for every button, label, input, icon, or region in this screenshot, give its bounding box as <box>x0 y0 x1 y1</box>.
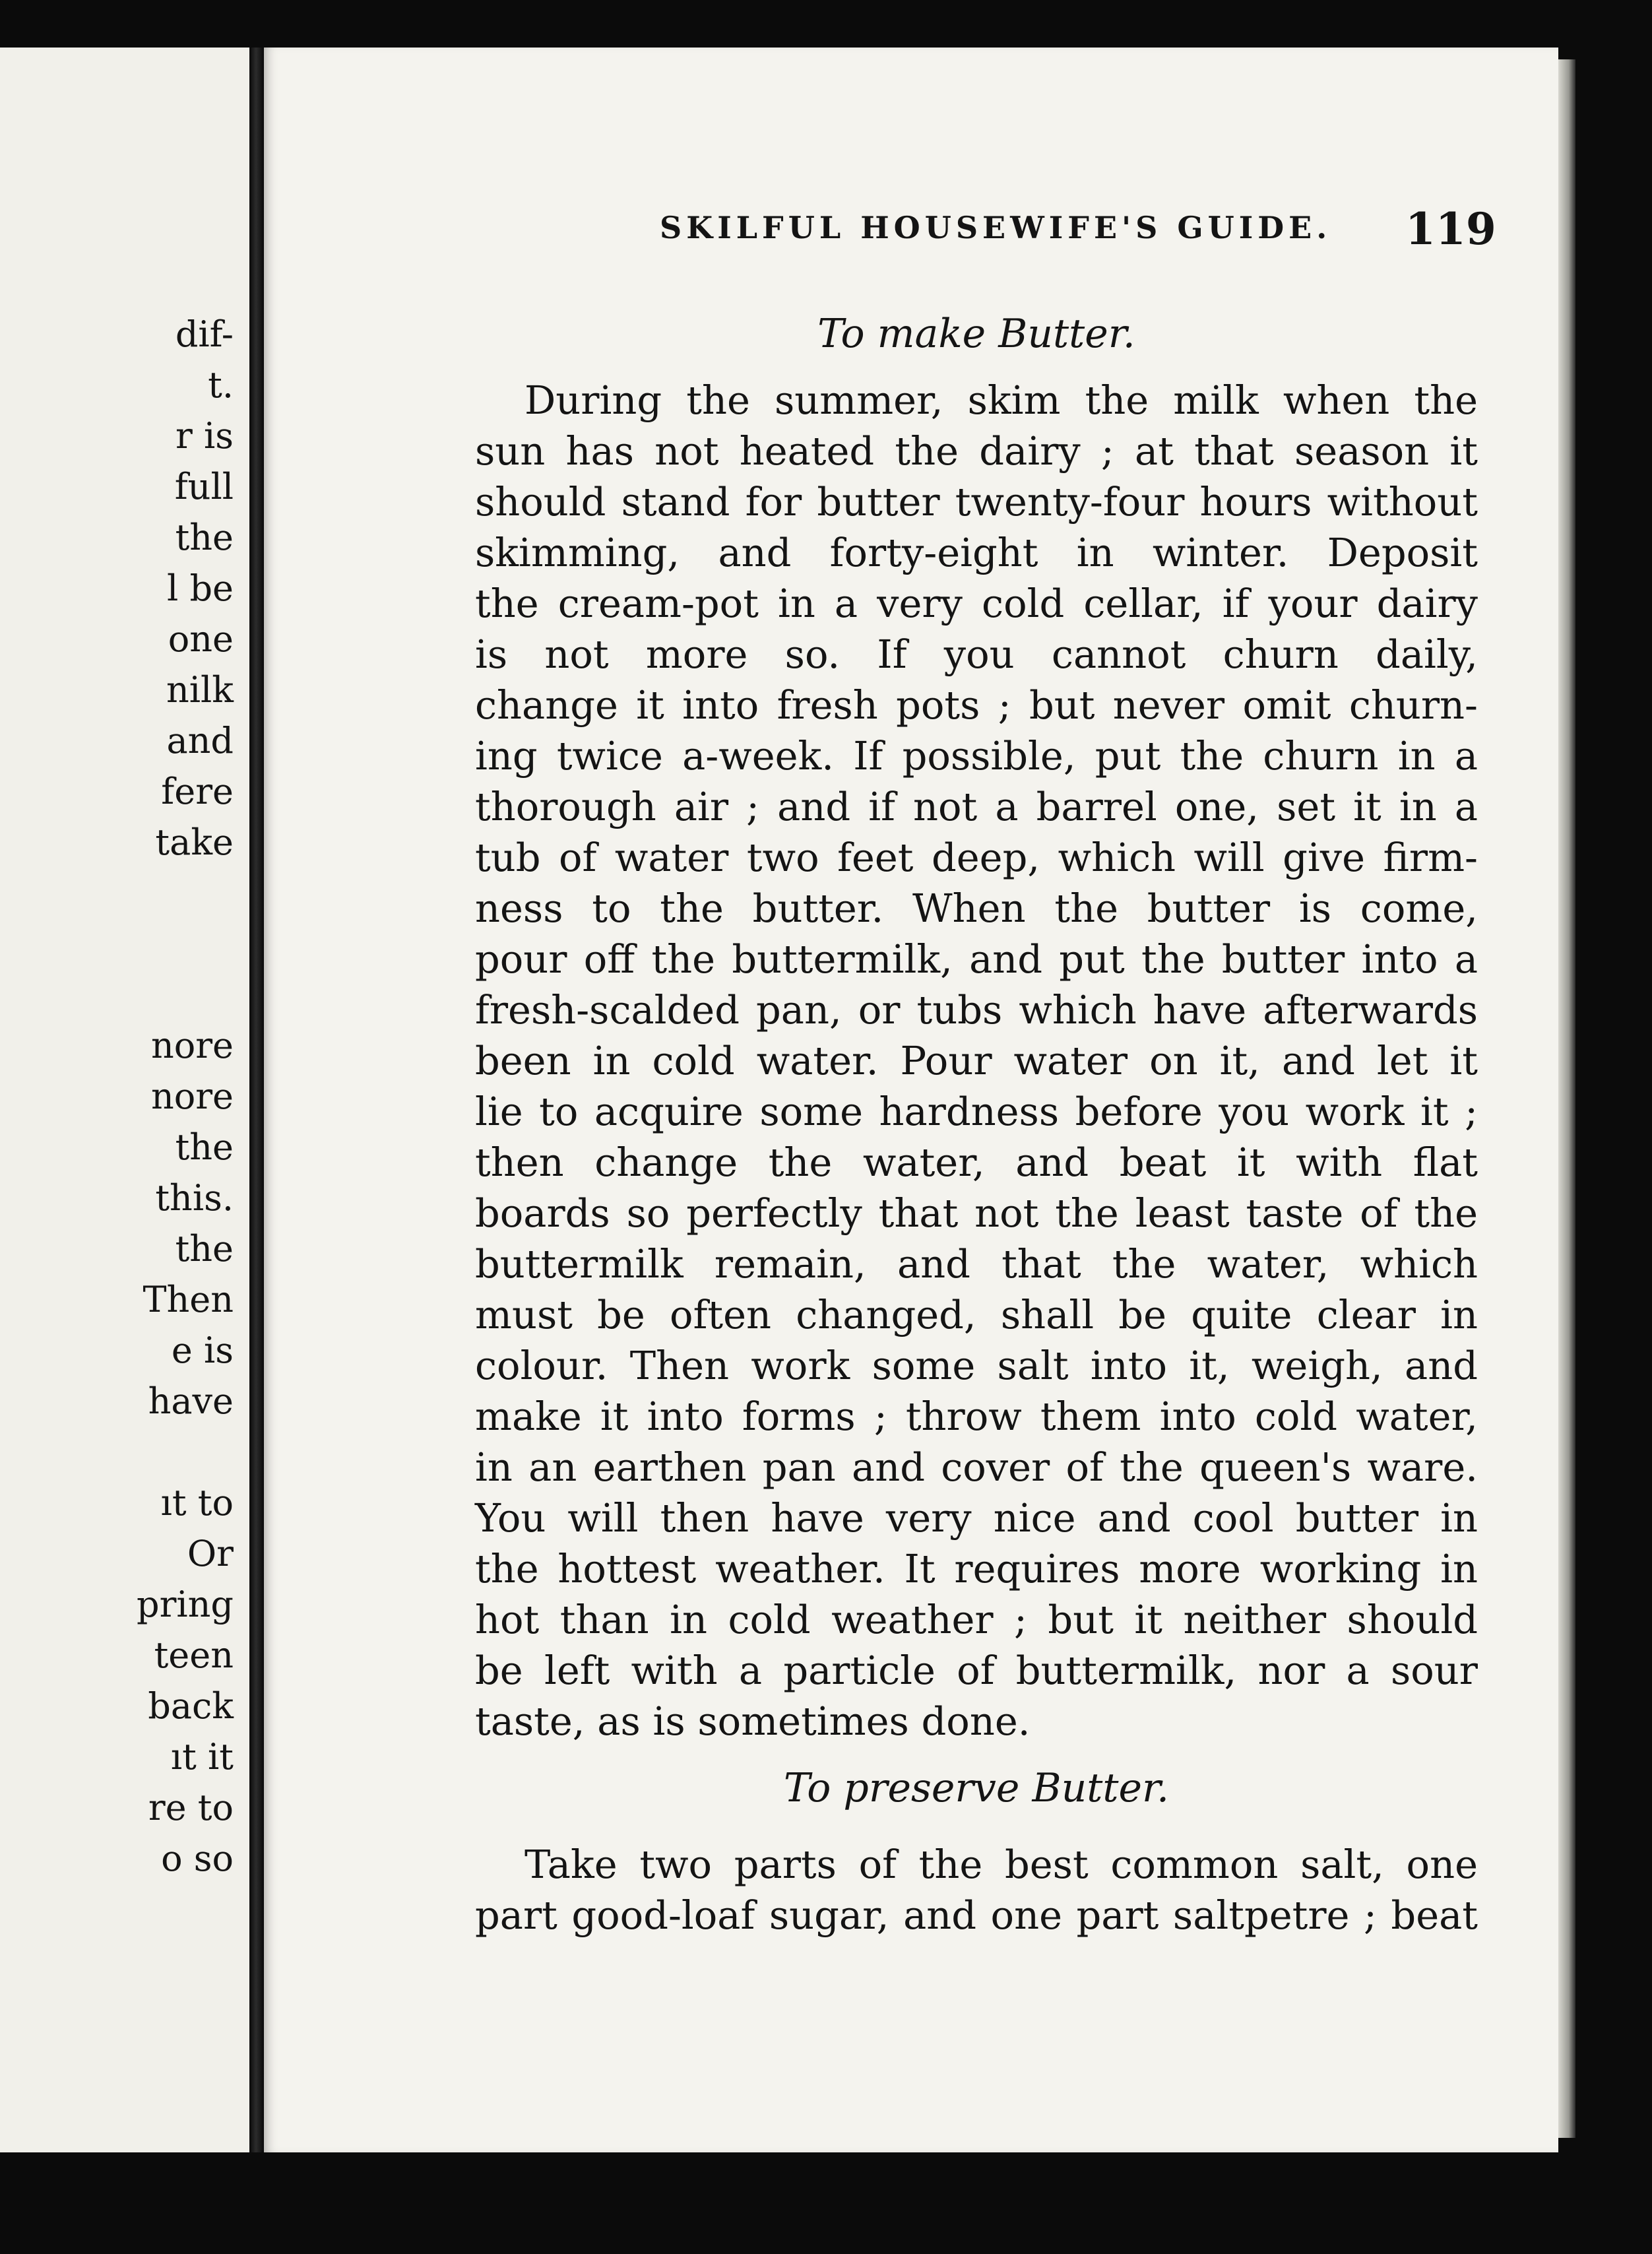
left-page-fragment: r is <box>175 415 234 457</box>
left-page-fragment: Or <box>187 1533 234 1574</box>
left-page-fragment: dif- <box>175 313 234 355</box>
left-page-fragment: pring <box>137 1584 234 1625</box>
body-line: Take two parts of the best common salt, one <box>524 1842 1478 1887</box>
left-page-fragment: the <box>175 1228 234 1270</box>
left-page-fragment: fere <box>161 771 234 812</box>
section-heading: To make Butter. <box>817 311 1135 357</box>
body-line: skimming, and forty-eight in winter. Deposit <box>475 530 1478 575</box>
body-line: fresh-scalded pan, or tubs which have afterwards <box>475 987 1478 1033</box>
body-line: is not more so. If you cannot churn daily, <box>475 631 1478 677</box>
body-line: colour. Then work some salt into it, weigh, and <box>475 1343 1478 1388</box>
left-page-fragment: full <box>174 466 234 507</box>
left-page-fragment: take <box>155 821 234 863</box>
body-line: tub of water two feet deep, which will give firm- <box>475 835 1478 880</box>
left-page-fragment: and <box>166 720 234 761</box>
body-line: make it into forms ; throw them into cold water, <box>475 1394 1478 1439</box>
body-line: ness to the butter. When the butter is come, <box>475 886 1478 931</box>
left-page-fragment: nore <box>150 1076 234 1117</box>
left-page-fragment: o so <box>161 1838 234 1879</box>
left-page-fragment: have <box>148 1380 234 1422</box>
body-line: lie to acquire some hardness before you work it ; <box>475 1089 1478 1134</box>
body-line: sun has not heated the dairy ; at that season it <box>475 428 1478 474</box>
left-page-fragment: back <box>148 1685 234 1727</box>
body-line: then change the water, and beat it with flat <box>475 1140 1478 1185</box>
body-line: You will then have very nice and cool butter in <box>475 1495 1478 1541</box>
left-page-fragment: one <box>168 618 234 660</box>
page-number: 119 <box>1405 203 1496 255</box>
running-head: SKILFUL HOUSEWIFE'S GUIDE. <box>660 210 1332 245</box>
section-heading: To preserve Butter. <box>783 1765 1170 1811</box>
left-page-fragment: Then <box>143 1279 234 1320</box>
book-gutter <box>249 48 264 2152</box>
body-line: the hottest weather. It requires more working in <box>475 1546 1478 1592</box>
left-page-fragment: l be <box>167 567 234 609</box>
page-edge <box>1558 59 1575 2138</box>
body-line: should stand for butter twenty-four hours without <box>475 479 1478 525</box>
body-line: hot than in cold weather ; but it neither should <box>475 1597 1478 1642</box>
body-line: must be often changed, shall be quite clear in <box>475 1292 1478 1337</box>
body-line: thorough air ; and if not a barrel one, set it in a <box>475 784 1478 829</box>
left-page-fragment: the <box>175 1126 234 1168</box>
left-page-fragment: nilk <box>166 669 234 711</box>
body-line: ing twice a-week. If possible, put the churn in a <box>475 733 1478 779</box>
left-page-fragment: re to <box>148 1787 234 1828</box>
left-page-fragment: ıt it <box>170 1736 234 1778</box>
body-line: During the summer, skim the milk when the <box>524 377 1478 423</box>
left-page-fragment: teen <box>154 1634 234 1676</box>
body-line: be left with a particle of buttermilk, nor a sour <box>475 1648 1478 1693</box>
left-page-fragment: this. <box>155 1177 234 1219</box>
left-page-fragment: ıt to <box>160 1482 234 1524</box>
body-line: change it into fresh pots ; but never omit churn- <box>475 682 1478 728</box>
left-page-fragment: nore <box>150 1025 234 1066</box>
left-page-fragment: the <box>175 517 234 558</box>
left-page-fragment: e is <box>171 1330 234 1371</box>
left-page <box>0 48 249 2152</box>
body-line: boards so perfectly that not the least taste of the <box>475 1190 1478 1236</box>
body-line: the cream-pot in a very cold cellar, if your dairy <box>475 581 1478 626</box>
body-line: pour off the buttermilk, and put the butter into a <box>475 936 1478 982</box>
left-page-fragment: t. <box>208 364 234 406</box>
body-line: buttermilk remain, and that the water, which <box>475 1241 1478 1287</box>
body-line: taste, as is sometimes done. <box>475 1698 1031 1744</box>
body-line: been in cold water. Pour water on it, and let it <box>475 1038 1478 1083</box>
body-line: part good-loaf sugar, and one part saltpetre ; beat <box>475 1892 1478 1938</box>
body-line: in an earthen pan and cover of the queen's ware. <box>475 1444 1478 1490</box>
